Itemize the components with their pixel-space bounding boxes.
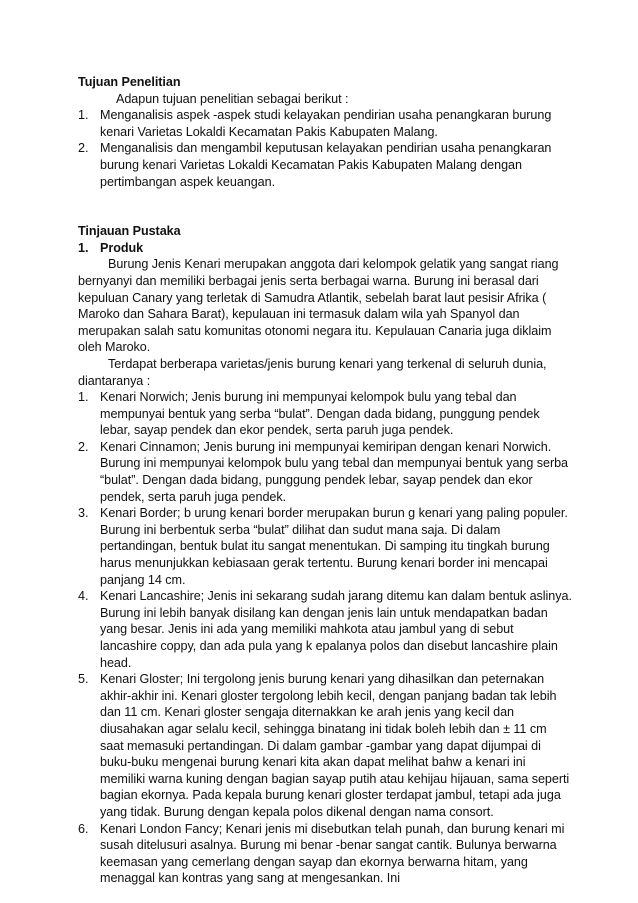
list-item	[78, 588, 572, 671]
subsection-label: Produk	[100, 240, 144, 255]
varieties-intro-paragraph: Terdapat berberapa varietas/jenis burung kenari yang terkenal di seluruh dunia, diantaranya :	[78, 356, 547, 388]
list-item	[78, 821, 572, 887]
varieties-list	[78, 389, 572, 887]
section-title-tinjauan: Tinjauan Pustaka	[78, 224, 181, 239]
list-text: Menganalisis aspek -aspek studi kelayakan pendirian usaha penangkaran burung kenari Varietas Lokaldi Kecamatan Pakis Kabupaten Malang.	[100, 108, 552, 139]
list-item	[78, 671, 572, 820]
section-title-tujuan: Tujuan Penelitian	[78, 75, 181, 89]
objectives-list	[78, 107, 572, 190]
list-text: Kenari Lancashire; Jenis ini sekarang sudah jarang ditemu kan dalam bentuk aslinya. Burung ini lebih banyak disilang kan dengan jenis lain untuk mendapatkan badan yang besar. Jenis ini ada yang memiliki mahkota atau jambul yang di sebut lancashire coppy, dan ada pula yang k epalanya polos dan disebut lancashire plain head.	[100, 589, 572, 670]
subsection-number: 1.	[78, 240, 89, 255]
list-item	[78, 439, 572, 505]
list-item	[78, 107, 572, 140]
list-number: 1.	[78, 390, 89, 405]
list-number: 4.	[78, 589, 89, 604]
list-text: Kenari Border; b urung kenari border merupakan burun g kenari yang paling populer. Burung ini berbentuk serba “bulat” dilihat dan sudut mana saja. Di dalam pertandingan, bentuk bulat itu sangat menentukan. Di samping itu tingkah burung harus menunjukkan kebiasaan gerak tertentu. Burung kenari border ini mencapai panjang 14 cm.	[100, 506, 568, 587]
intro-paragraph: Adapun tujuan penelitian sebagai berikut :	[116, 91, 349, 106]
list-text: Kenari London Fancy; Kenari jenis mi disebutkan telah punah, dan burung kenari mi susah ditelusuri asalnya. Burung mi benar -benar sangat cantik. Bulunya berwarna keemasan yang cemerlang dengan sayap dan ekornya berwarna hitam, yang menaggal kan kontras yang sang at mengesankan. Ini	[100, 821, 565, 886]
list-number: 1.	[78, 108, 89, 123]
product-paragraph: Burung Jenis Kenari merupakan anggota dari kelompok gelatik yang sangat riang bernyanyi dan memiliki berbagai jenis serta berbagai warna. Burung ini berasal dari kepuluan Canary yang terletak di Samudra Atlantik, sebelah barat laut pesisir Afrika ( Maroko dan Sahara Barat), kepulauan ini termasuk dalam wila yah Spanyol dan merupakan salah satu komunitas otonomi negara itu. Kepulauan Canaria juga diklaim oleh Maroko.	[78, 257, 559, 355]
list-item	[78, 140, 572, 190]
list-number: 2.	[78, 141, 89, 156]
section-spacer	[78, 190, 572, 223]
list-number: 3.	[78, 506, 89, 521]
list-number: 6.	[78, 821, 89, 836]
list-text: Kenari Gloster; Ini tergolong jenis burung kenari yang dihasilkan dan peternakan akhir-akhir ini. Kenari gloster tergolong lebih kecil, dengan panjang badan tak lebih dan 11 cm. Kenari gloster sengaja diternakkan ke arah jenis yang kecil dan diusahakan agar selalu kecil, sehingga binatang ini tidak boleh lebih dan ± 11 cm saat memasuki pertandingan. Di dalam gambar -gambar yang dapat dijumpai di buku-buku mengenai burung kenari kita akan dapat melihat bahw a kenari ini memiliki warna kuning dengan bagian sayap putih atau kehijau hijauan, sama seperti bagian ekornya. Pada kepala burung kenari gloster terdapat jambul, tetapi ada juga yang tidak. Burung dengan kepala polos dikenal dengan nama consort.	[100, 672, 570, 819]
list-text: Menganalisis dan mengambil keputusan kelayakan pendirian usaha penangkaran burung kenari Varietas Lokaldi Kecamatan Pakis Kabupaten Malang dengan pertimbangan aspek keuangan.	[100, 141, 552, 189]
list-number: 2.	[78, 439, 89, 454]
list-number: 5.	[78, 672, 89, 687]
list-text: Kenari Cinnamon; Jenis burung ini mempunyai kemiripan dengan kenari Norwich. Burung ini mempunyai kelompok bulu yang tebal dan mempunyai bentuk yang serba “bulat”. Dengan dada bidang, punggung pendek lebar, sayap pendek dan ekor pendek, serta paruh juga pendek.	[100, 439, 569, 504]
list-text: Kenari Norwich; Jenis burung ini mempunyai kelompok bulu yang tebal dan mempunyai bentuk yang serba “bulat”. Dengan dada bidang, punggung pendek lebar, sayap pendek dan ekor pendek, serta paruh juga pendek.	[100, 390, 540, 438]
list-item	[78, 505, 572, 588]
list-item	[78, 389, 572, 439]
subsection-title-produk	[78, 240, 572, 257]
document-page	[78, 74, 572, 887]
